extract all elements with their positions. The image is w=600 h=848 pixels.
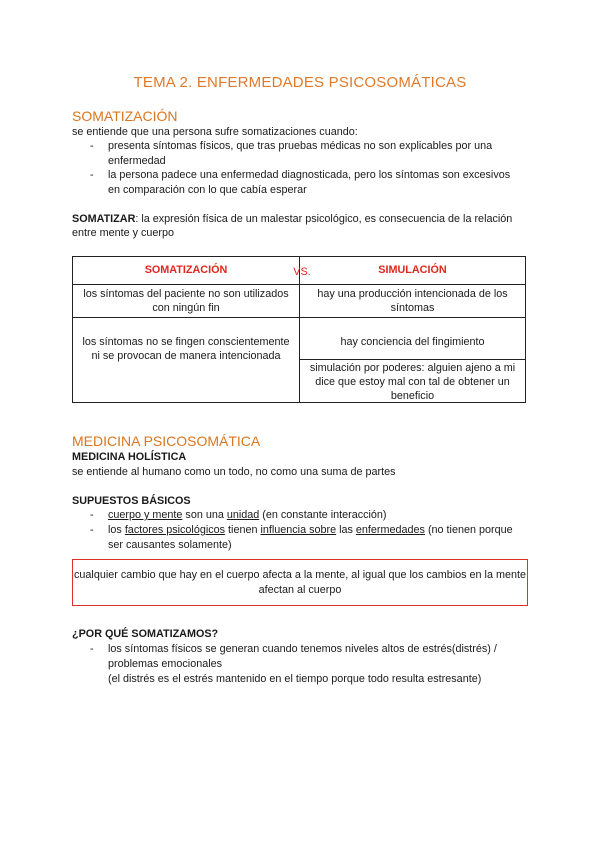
- table-vs-label: VS.: [293, 266, 311, 278]
- subheading-porque: ¿POR QUÉ SOMATIZAMOS?: [72, 628, 219, 640]
- definition-term: SOMATIZAR: [72, 213, 136, 225]
- porque-bullet: los síntomas físicos se generan cuando tenemos niveles altos de estrés(distrés) / problemas emocionales (el distrés es el estrés mantenido en el tiempo porque todo resulta estresante): [108, 643, 497, 685]
- section-heading-somatizacion: SOMATIZACIÓN: [72, 108, 178, 124]
- table-cell: los síntomas del paciente no son utilizados con ningún fin: [83, 288, 289, 314]
- table-cell: los síntomas no se fingen conscientemente ni se provocan de manera intencionada: [82, 336, 290, 362]
- callout-box: cualquier cambio que hay en el cuerpo afecta a la mente, al igual que los cambios en la mente afectan al cuerpo: [72, 559, 528, 606]
- bullet-marker: -: [90, 169, 94, 181]
- supuesto-bullet-1: cuerpo y mente son una unidad (en constante interacción): [108, 509, 387, 521]
- table-cell: simulación por poderes: alguien ajeno a mi dice que estoy mal con tal de obtener un beneficio: [309, 362, 516, 402]
- section-heading-medicina: MEDICINA PSICOSOMÁTICA: [72, 433, 261, 449]
- table-cell: hay conciencia del fingimiento: [340, 336, 485, 348]
- table-header-simulacion: SIMULACIÓN: [378, 264, 447, 276]
- bullet-marker: -: [90, 643, 94, 655]
- comparison-table: [72, 256, 526, 403]
- document-title: TEMA 2. ENFERMEDADES PSICOSOMÁTICAS: [133, 74, 467, 91]
- subheading-holistica: MEDICINA HOLÍSTICA: [72, 451, 187, 463]
- somatizacion-intro: se entiende que una persona sufre somatizaciones cuando:: [72, 126, 358, 138]
- subheading-supuestos: SUPUESTOS BÁSICOS: [72, 495, 191, 507]
- somatizar-definition: SOMATIZAR: la expresión física de un malestar psicológico, es consecuencia de la relación entre mente y cuerpo: [72, 213, 513, 239]
- bullet-marker: -: [90, 509, 94, 521]
- somatizacion-bullet-1: presenta síntomas físicos, que tras pruebas médicas no son explicables por una enfermedad: [108, 140, 493, 167]
- bullet-marker: -: [90, 524, 94, 536]
- supuesto-bullet-2: los factores psicológicos tienen influencia sobre las enfermedades (no tienen porque ser causantes solamente): [108, 524, 513, 551]
- table-header-somatizacion: SOMATIZACIÓN: [144, 264, 228, 276]
- bullet-marker: -: [90, 140, 94, 152]
- table-cell: hay una producción intencionada de los síntomas: [317, 288, 508, 314]
- somatizacion-bullet-2: la persona padece una enfermedad diagnosticada, pero los síntomas son excesivos en comparación con lo que cabía esperar: [108, 169, 511, 196]
- holistica-text: se entiende al humano como un todo, no como una suma de partes: [72, 466, 396, 478]
